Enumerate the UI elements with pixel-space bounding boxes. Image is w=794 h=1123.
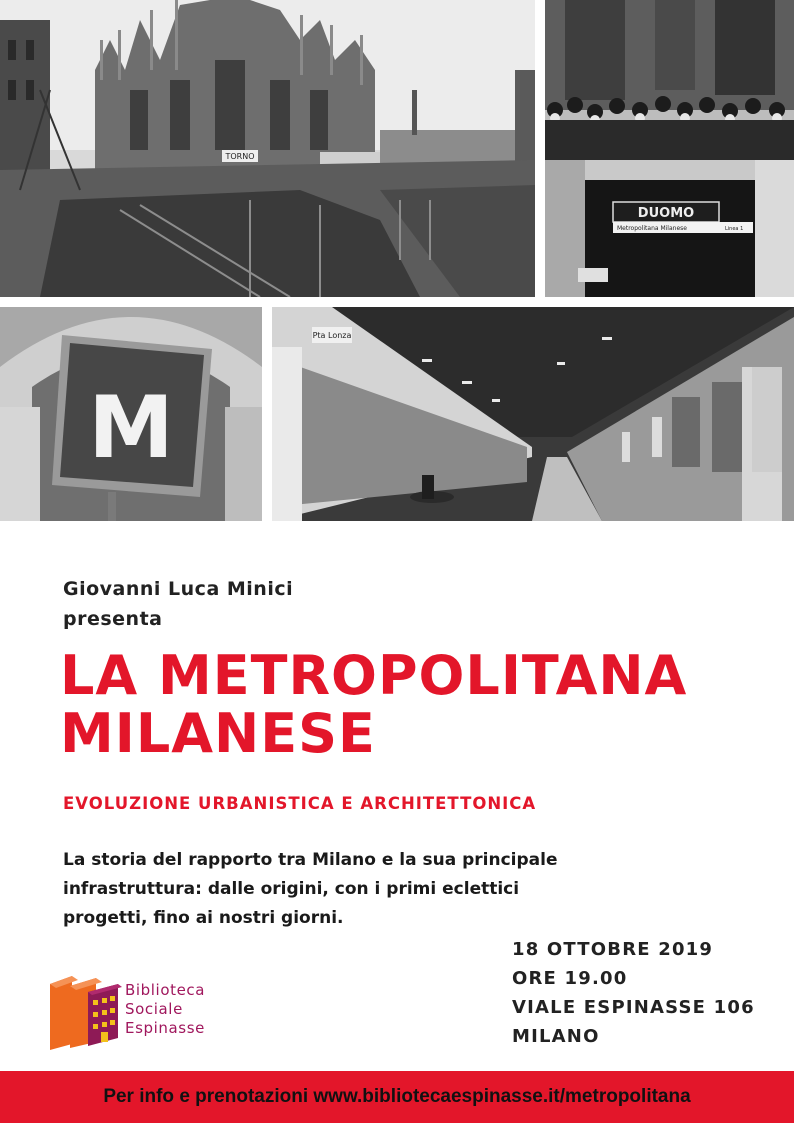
photo-duomo-station bbox=[545, 0, 794, 297]
presenter-block bbox=[63, 574, 293, 634]
event-date: 18 OTTOBRE 2019 bbox=[512, 939, 714, 960]
platform-station-sign: Pta Lonza bbox=[312, 331, 352, 340]
description-line-2: infrastruttura: dalle origini, con i primi eclettici bbox=[63, 879, 520, 899]
photo-duomo-construction bbox=[0, 0, 535, 297]
presenter-verb: presenta bbox=[63, 608, 163, 630]
books-icon bbox=[48, 972, 122, 1050]
photo-metro-platform bbox=[272, 307, 794, 521]
photo-metro-sign bbox=[0, 307, 262, 521]
description-line-1: La storia del rapporto tra Milano e la sua principale bbox=[63, 850, 558, 870]
event-address: VIALE ESPINASSE 106 bbox=[512, 997, 755, 1018]
logo-text bbox=[125, 981, 205, 1038]
logo-line-3: Espinasse bbox=[125, 1019, 205, 1037]
description-line-3: progetti, fino ai nostri giorni. bbox=[63, 908, 344, 928]
logo-line-2: Sociale bbox=[125, 1000, 183, 1018]
logo-line-1: Biblioteca bbox=[125, 981, 206, 999]
title-line-1: LA METROPOLITANA bbox=[60, 644, 688, 707]
sign-torino: TORNO bbox=[225, 152, 255, 161]
page-subtitle: EVOLUZIONE URBANISTICA E ARCHITETTONICA bbox=[63, 794, 537, 813]
presenter-name: Giovanni Luca Minici bbox=[63, 578, 294, 600]
sign-duomo: DUOMO bbox=[637, 206, 695, 221]
event-city: MILANO bbox=[512, 1026, 600, 1047]
description bbox=[63, 846, 603, 933]
title-line-2: MILANESE bbox=[60, 702, 376, 765]
footer-info-link[interactable]: Per info e prenotazioni www.bibliotecaespinasse.it/metropolitana bbox=[103, 1086, 691, 1107]
footer-banner bbox=[0, 1071, 794, 1123]
page-title bbox=[60, 644, 688, 765]
library-logo bbox=[48, 972, 248, 1050]
event-details bbox=[512, 935, 755, 1051]
event-time: ORE 19.00 bbox=[512, 968, 628, 989]
sign-metropolitana: Metropolitana Milanese bbox=[617, 225, 687, 232]
sign-linea: Linea 1 bbox=[725, 226, 744, 232]
metro-m-letter: M bbox=[88, 378, 174, 478]
